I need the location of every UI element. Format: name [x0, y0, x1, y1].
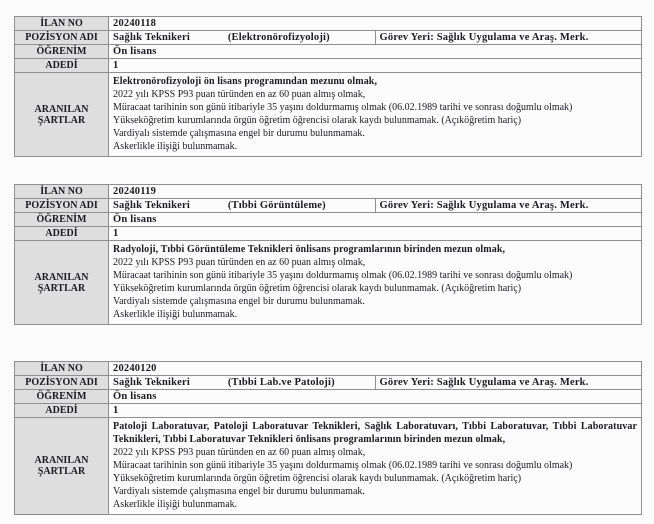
pozisyon-label: POZİSYON ADI	[15, 199, 109, 213]
job-announcement-document	[0, 16, 654, 524]
gorev-yeri-value: Görev Yeri: Sağlık Uygulama ve Araş. Merk.	[375, 31, 642, 45]
ilan-no-row	[15, 362, 642, 376]
sart-line: Yükseköğretim kurumlarında örgün öğretim öğrencisi olarak kaydı bulunmamak. (Açıköğretim hariç)	[113, 473, 522, 484]
adedi-label: ADEDİ	[15, 59, 109, 73]
ogrenim-value: Ön lisans	[109, 213, 642, 227]
sartlar-cell	[109, 241, 642, 325]
ilan-no-label: İLAN NO	[15, 185, 109, 199]
sart-line: Askerlikle ilişiği bulunmamak.	[113, 141, 238, 152]
sart-line: Müracaat tarihinin son günü itibariyle 35 yaşını doldurmamış olmak (06.02.1989 tarihi ve sonrası doğumlu olmak)	[113, 270, 573, 281]
adedi-label: ADEDİ	[15, 227, 109, 241]
pozisyon-title: Sağlık Teknikeri	[113, 32, 191, 43]
gorev-yeri-value: Görev Yeri: Sağlık Uygulama ve Araş. Merk.	[375, 376, 642, 390]
sart-line: Yükseköğretim kurumlarında örgün öğretim öğrencisi olarak kaydı bulunmamak. (Açıköğretim hariç)	[113, 115, 522, 126]
ilan-no-value: 20240120	[109, 362, 642, 376]
adedi-label: ADEDİ	[15, 404, 109, 418]
ilan-no-value: 20240119	[109, 185, 642, 199]
pozisyon-value	[109, 376, 376, 390]
pozisyon-row	[15, 31, 642, 45]
ogrenim-label: ÖĞRENİM	[15, 45, 109, 59]
sart-line: Askerlikle ilişiği bulunmamak.	[113, 309, 238, 320]
sart-mezuniyet: Patoloji Laboratuvar, Patoloji Laboratuvar Teknikleri, Sağlık Laboratuvarı, Tıbbi Laboratuvar, Tıbbi Laboratuvar Teknikleri, Tıbbi Laboratuvar Teknikleri önlisans programlarının birinden mezun olmak,	[113, 421, 637, 445]
ogrenim-label: ÖĞRENİM	[15, 390, 109, 404]
ilan-no-value: 20240118	[109, 17, 642, 31]
ogrenim-value: Ön lisans	[109, 45, 642, 59]
gorev-yeri-value: Görev Yeri: Sağlık Uygulama ve Araş. Merk.	[375, 199, 642, 213]
sart-mezuniyet: Elektronörofizyoloji ön lisans programından mezunu olmak,	[113, 76, 378, 87]
sartlar-row	[15, 418, 642, 515]
pozisyon-branch: (Tıbbi Lab.ve Patoloji)	[227, 377, 335, 388]
sart-line: Müracaat tarihinin son günü itibariyle 35 yaşını doldurmamış olmak (06.02.1989 tarihi ve sonrası doğumlu olmak)	[113, 460, 573, 471]
sart-line: Vardiyalı sistemde çalışmasına engel bir durumu bulunmamak.	[113, 486, 365, 497]
sartlar-row	[15, 241, 642, 325]
ilan-no-label: İLAN NO	[15, 17, 109, 31]
sart-mezuniyet: Radyoloji, Tıbbi Görüntüleme Teknikleri önlisans programlarının birinden mezun olmak,	[113, 244, 506, 255]
sart-line: 2022 yılı KPSS P93 puan türünden en az 60 puan almış olmak,	[113, 257, 366, 268]
pozisyon-value	[109, 199, 376, 213]
adedi-value: 1	[109, 59, 642, 73]
sart-line: Müracaat tarihinin son günü itibariyle 35 yaşını doldurmamış olmak (06.02.1989 tarihi ve sonrası doğumlu olmak)	[113, 102, 573, 113]
adedi-row	[15, 227, 642, 241]
pozisyon-row	[15, 199, 642, 213]
sartlar-label-line1: ARANILAN	[34, 455, 89, 466]
adedi-value: 1	[109, 227, 642, 241]
adedi-row	[15, 59, 642, 73]
pozisyon-value	[109, 31, 376, 45]
sartlar-label-line1: ARANILAN	[34, 103, 89, 115]
job-listing-table-20240119	[14, 184, 642, 325]
pozisyon-label: POZİSYON ADI	[15, 376, 109, 390]
pozisyon-title: Sağlık Teknikeri	[113, 200, 191, 211]
sart-line: Yükseköğretim kurumlarında örgün öğretim öğrencisi olarak kaydı bulunmamak. (Açıköğretim hariç)	[113, 283, 522, 294]
ogrenim-label: ÖĞRENİM	[15, 213, 109, 227]
sart-line: 2022 yılı KPSS P93 puan türünden en az 60 puan almış olmak,	[113, 89, 366, 100]
ogrenim-value: Ön lisans	[109, 390, 642, 404]
adedi-value: 1	[109, 404, 642, 418]
sart-line: Askerlikle ilişiği bulunmamak.	[113, 499, 238, 510]
adedi-row	[15, 404, 642, 418]
sartlar-label	[15, 418, 109, 515]
ogrenim-row	[15, 45, 642, 59]
ilan-no-row	[15, 17, 642, 31]
pozisyon-branch: (Elektronörofizyoloji)	[227, 32, 330, 43]
ilan-no-label: İLAN NO	[15, 362, 109, 376]
sartlar-cell	[109, 418, 642, 515]
pozisyon-title: Sağlık Teknikeri	[113, 377, 191, 388]
sartlar-row	[15, 73, 642, 157]
sartlar-label-line2: ŞARTLAR	[37, 282, 86, 294]
sart-line: Vardiyalı sistemde çalışmasına engel bir durumu bulunmamak.	[113, 296, 365, 307]
sartlar-cell	[109, 73, 642, 157]
sartlar-label	[15, 73, 109, 157]
job-listing-table-20240120	[14, 361, 642, 515]
pozisyon-row	[15, 376, 642, 390]
sartlar-label-line2: ŞARTLAR	[37, 466, 86, 477]
sartlar-label-line1: ARANILAN	[34, 271, 89, 283]
sart-line: 2022 yılı KPSS P93 puan türünden en az 60 puan almış olmak,	[113, 447, 366, 458]
pozisyon-label: POZİSYON ADI	[15, 31, 109, 45]
ogrenim-row	[15, 213, 642, 227]
job-listing-table-20240118	[14, 16, 642, 157]
sart-line: Vardiyalı sistemde çalışmasına engel bir durumu bulunmamak.	[113, 128, 365, 139]
pozisyon-branch: (Tıbbi Görüntüleme)	[227, 200, 326, 211]
ilan-no-row	[15, 185, 642, 199]
sartlar-label-line2: ŞARTLAR	[37, 114, 86, 126]
sartlar-label	[15, 241, 109, 325]
ogrenim-row	[15, 390, 642, 404]
